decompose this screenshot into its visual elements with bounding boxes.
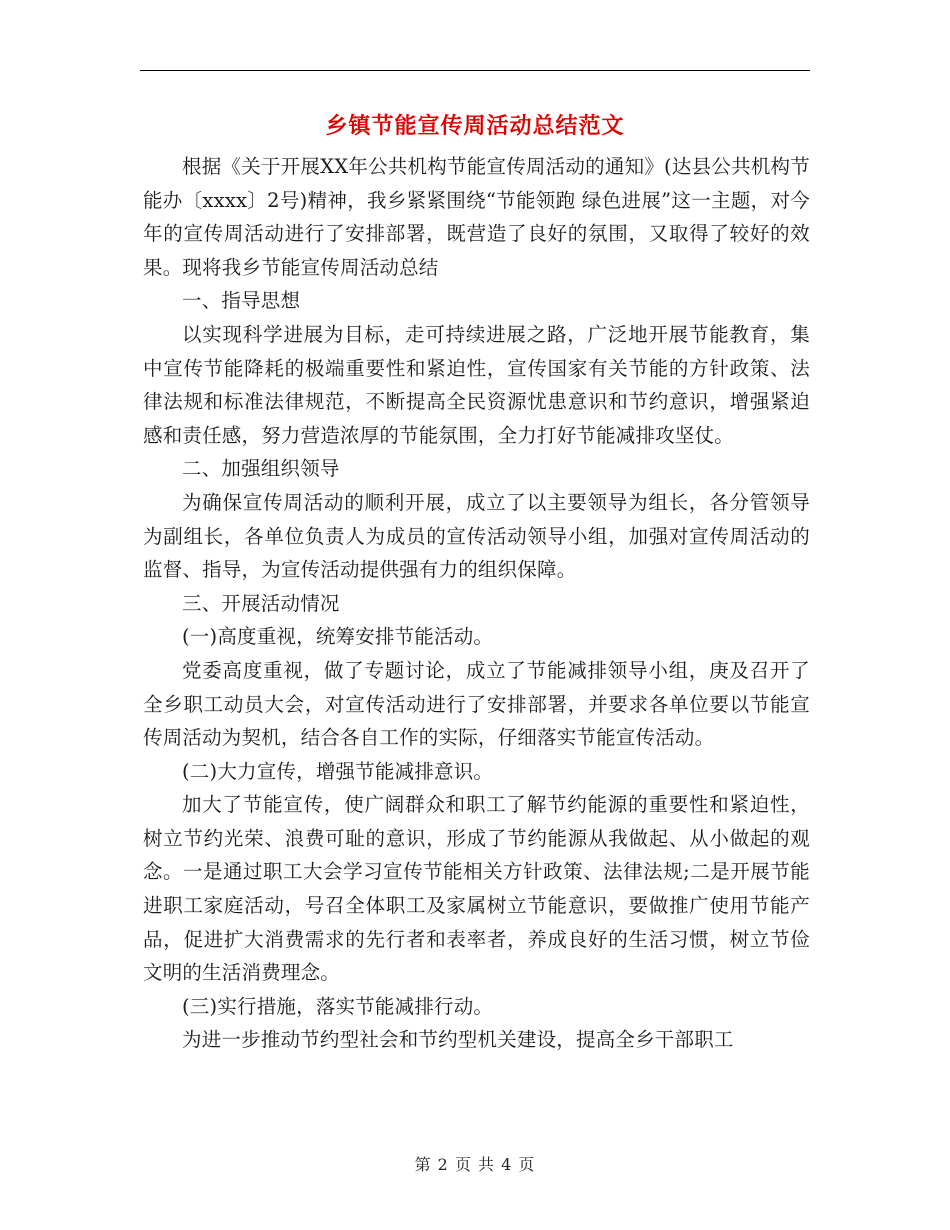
document-title: 乡镇节能宣传周活动总结范文: [325, 113, 625, 139]
header-rule: [140, 70, 810, 71]
paragraph-organization: 为确保宣传周活动的顺利开展，成立了以主要领导为组长，各分管领导为副组长，各单位负责人为成员的宣传活动领导小组，加强对宣传周活动的监督、指导，为宣传活动提供强有力的组织保障。: [143, 490, 810, 582]
page-number-label: 第 2 页 共 4 页: [414, 1155, 536, 1174]
paragraph-sub-1: 党委高度重视，做了专题讨论，成立了节能减排领导小组，庚及召开了全乡职工动员大会，对宣传活动进行了安排部署，并要求各单位要以节能宣传周活动为契机，结合各自工作的实际，仔细落实节能宣传活动。: [143, 658, 810, 750]
subheading-3: (三)实行措施，落实节能减排行动。: [182, 994, 494, 1018]
heading-activities: 三、开展活动情况: [182, 591, 340, 615]
subheading-2: (二)大力宣传，增强节能减排意识。: [182, 759, 494, 783]
paragraph-intro: 根据《关于开展XX年公共机构节能宣传周活动的通知》(达县公共机构节能办〔xxxx〕2号)精神，我乡紧紧围绕“节能领跑 绿色进展”这一主题，对今年的宣传周活动进行了安排部署，既营造了良好的氛围，又取得了较好的效果。现将我乡节能宣传周活动总结: [143, 155, 810, 279]
paragraph-sub-2: 加大了节能宣传，使广阔群众和职工了解节约能源的重要性和紧迫性，树立节约光荣、浪费可耻的意识，形成了节约能源从我做起、从小做起的观念。一是通过职工大会学习宣传节能相关方针政策、法律法规;二是开展节能进职工家庭活动，号召全体职工及家属树立节能意识，要做推广使用节能产品，促进扩大消费需求的先行者和表率者，养成良好的生活习惯，树立节俭文明的生活消费理念。: [143, 793, 810, 985]
paragraph-sub-3: 为进一步推动节约型社会和节约型机关建设，提高全乡干部职工: [182, 1028, 734, 1052]
paragraph-guiding-thought: 以实现科学进展为目标，走可持续进展之路，广泛地开展节能教育，集中宣传节能降耗的极端重要性和紧迫性，宣传国家有关节能的方针政策、法律法规和标准法律规范，不断提高全民资源忧患意识和节约意识，增强紧迫感和责任感，努力营造浓厚的节能氛围，全力打好节能减排攻坚仗。: [143, 322, 810, 447]
page-footer: [0, 1152, 950, 1175]
heading-organization: 二、加强组织领导: [182, 457, 340, 481]
subheading-1: (一)高度重视，统筹安排节能活动。: [182, 625, 494, 649]
document-body: [143, 150, 810, 1057]
heading-guiding-thought: 一、指导思想: [182, 289, 301, 313]
